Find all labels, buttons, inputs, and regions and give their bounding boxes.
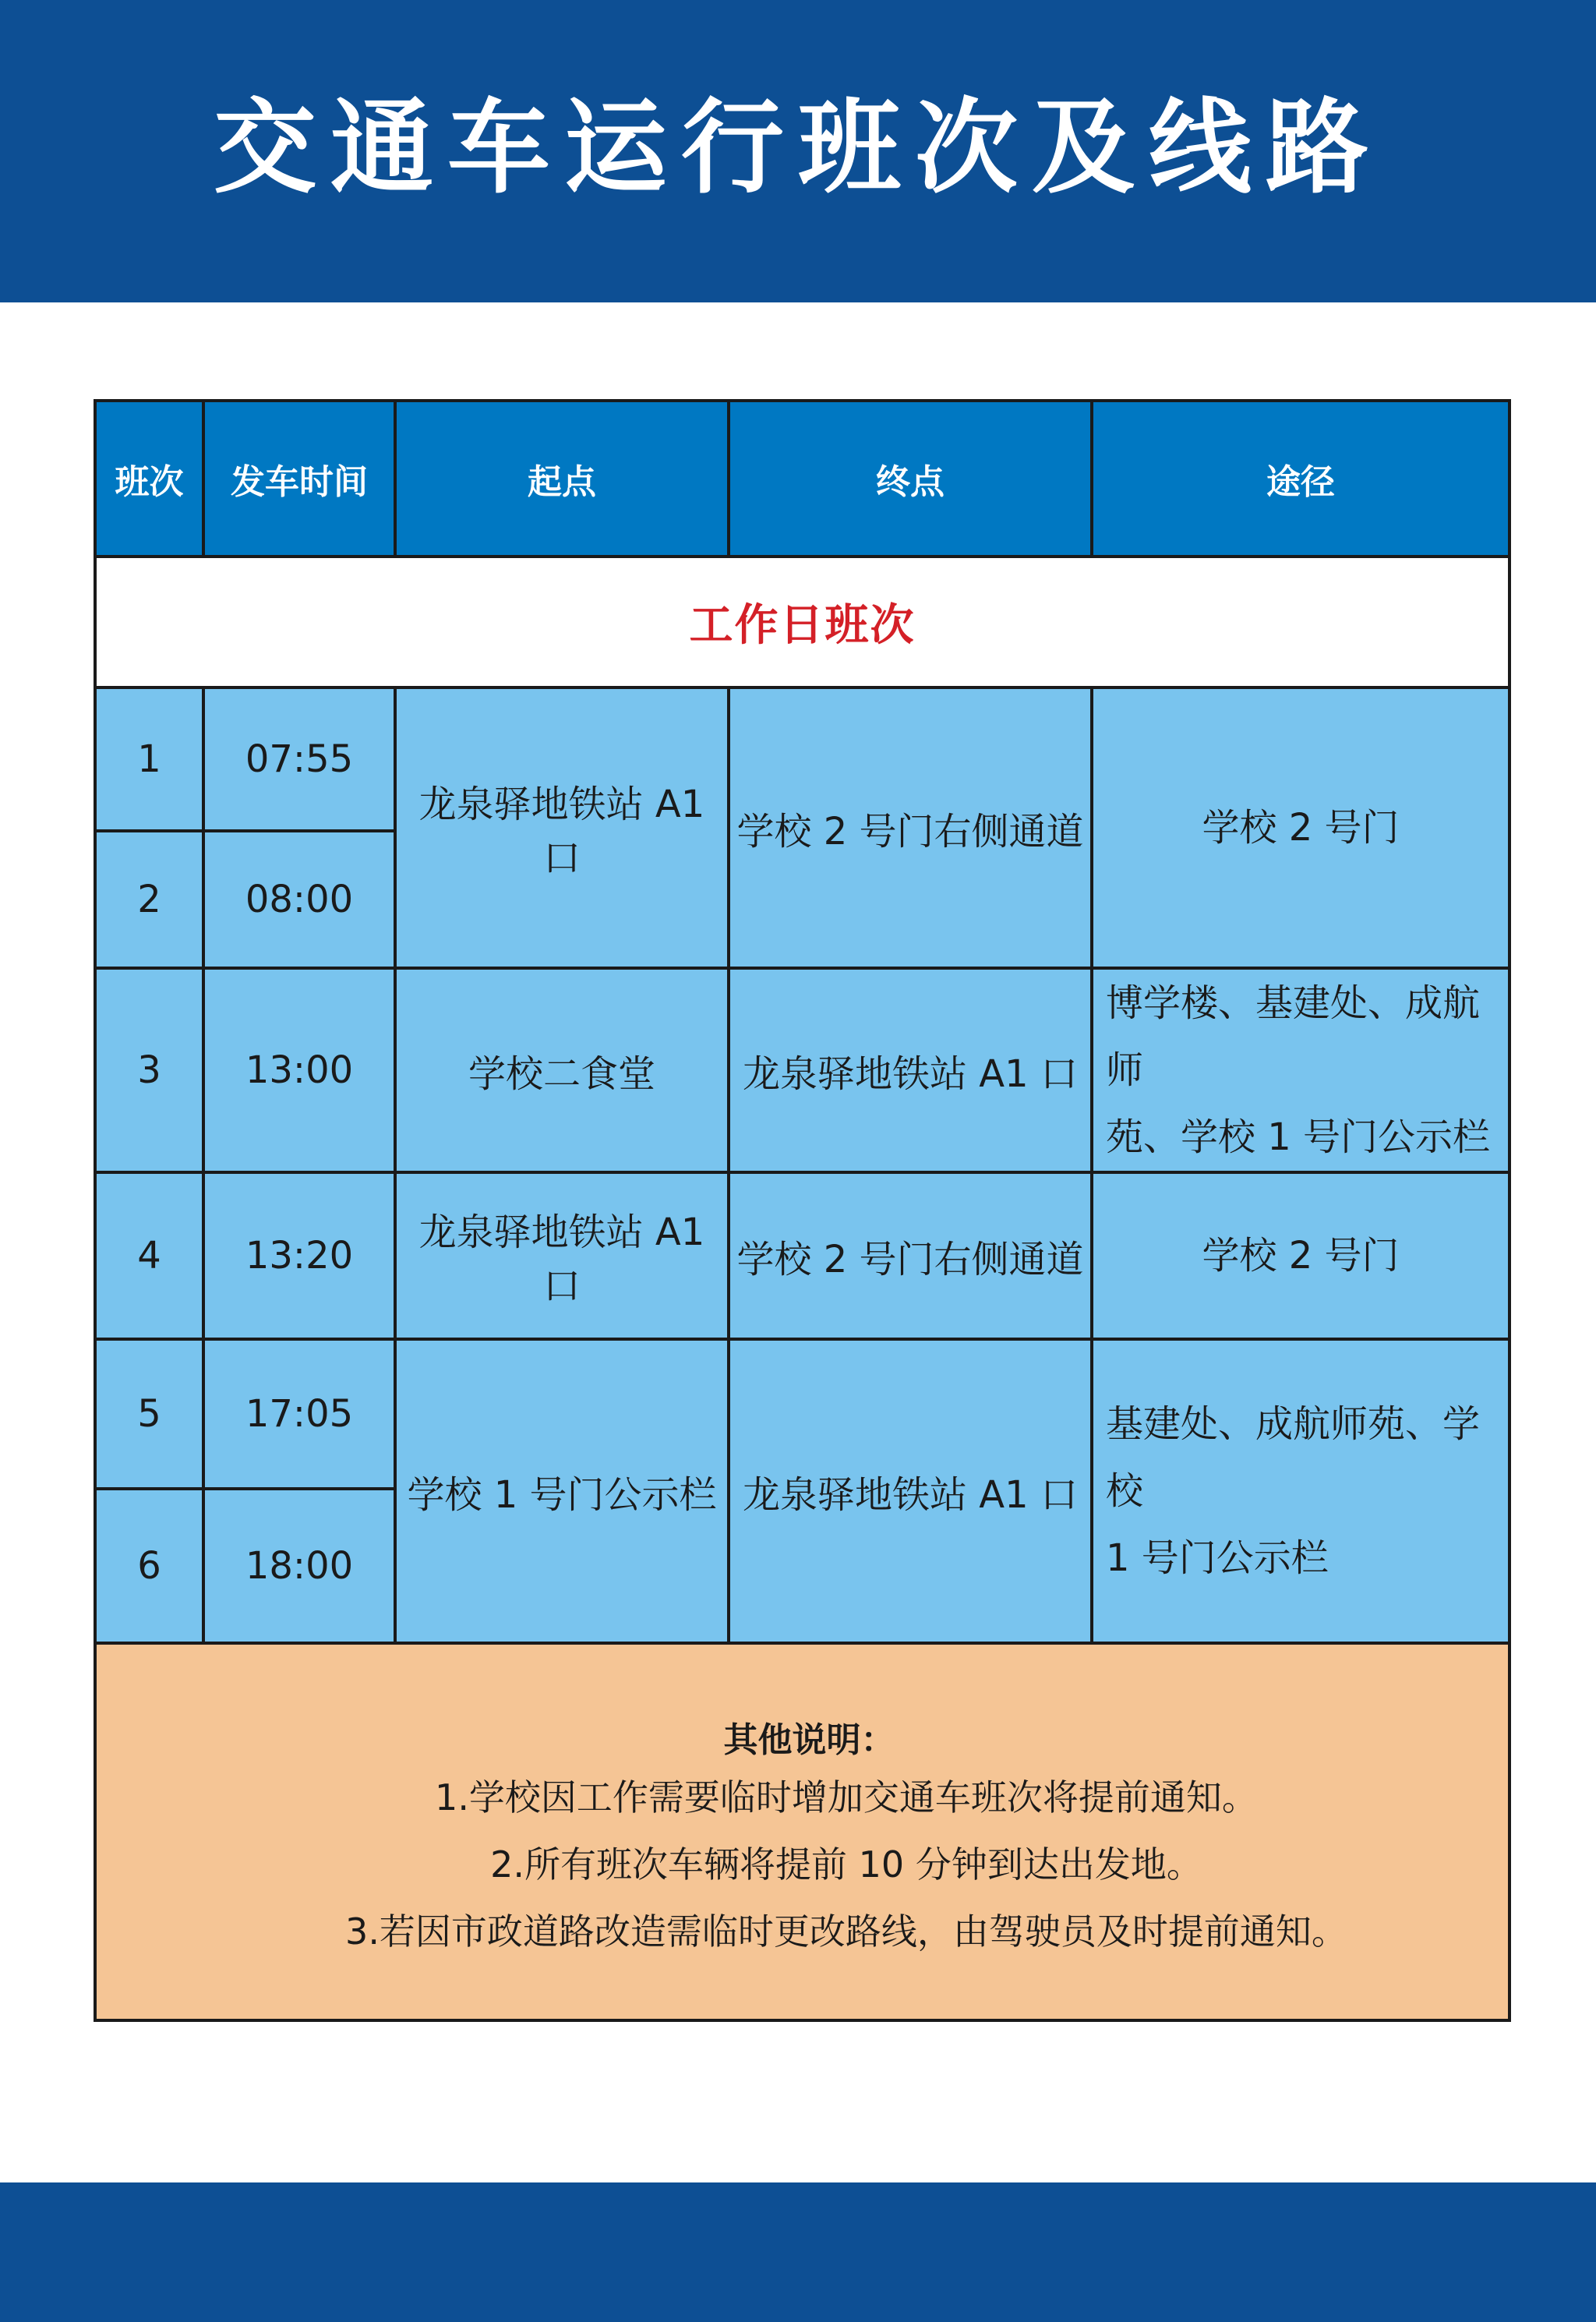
table-header-row — [95, 401, 1509, 557]
destination-cell: 学校 2 号门右侧通道 — [729, 1172, 1092, 1339]
origin-cell: 学校 1 号门公示栏 — [395, 1339, 729, 1643]
origin-cell: 龙泉驿地铁站 A1 口 — [395, 687, 729, 968]
origin-cell: 龙泉驿地铁站 A1 口 — [395, 1172, 729, 1339]
route-cell — [1092, 1339, 1509, 1643]
trip-time: 13:20 — [203, 1172, 395, 1339]
trip-number: 2 — [95, 831, 203, 968]
header-route: 途径 — [1092, 401, 1509, 557]
table-row — [95, 1172, 1509, 1339]
trip-time: 18:00 — [203, 1489, 395, 1643]
notes-row — [95, 1643, 1509, 2020]
section-title: 工作日班次 — [95, 557, 1509, 687]
table-row — [95, 687, 1509, 831]
route-text-line2: 1 号门公示栏 — [1106, 1536, 1329, 1580]
trip-number: 1 — [95, 687, 203, 831]
page-title: 交通车运行班次及线路 — [214, 88, 1382, 208]
trip-number: 4 — [95, 1172, 203, 1339]
table-row — [95, 968, 1509, 1172]
trip-number: 5 — [95, 1339, 203, 1489]
header-banner — [0, 0, 1596, 302]
note-item: 3.若因市政道路改造需临时更改路线，由驾驶员及时提前通知。 — [345, 1910, 1347, 1953]
trip-number: 3 — [95, 968, 203, 1172]
route-text-line1: 基建处、成航师苑、学校 — [1106, 1402, 1481, 1513]
trip-time: 07:55 — [203, 687, 395, 831]
note-item: 1.学校因工作需要临时增加交通车班次将提前通知。 — [435, 1776, 1258, 1818]
route-cell — [1092, 687, 1509, 968]
destination-cell: 龙泉驿地铁站 A1 口 — [729, 968, 1092, 1172]
route-cell — [1092, 968, 1509, 1172]
route-text: 学校 2 号门 — [1202, 806, 1400, 850]
route-text-line1: 博学楼、基建处、成航师 — [1106, 981, 1481, 1092]
table-row — [95, 1339, 1509, 1489]
footer-bar — [0, 2182, 1596, 2322]
header-destination: 终点 — [729, 401, 1092, 557]
trip-number: 6 — [95, 1489, 203, 1643]
header-time: 发车时间 — [203, 401, 395, 557]
origin-cell: 学校二食堂 — [395, 968, 729, 1172]
notes-cell — [95, 1643, 1509, 2020]
note-item: 2.所有班次车辆将提前 10 分钟到达出发地。 — [490, 1843, 1202, 1886]
trip-time: 17:05 — [203, 1339, 395, 1489]
section-row — [95, 557, 1509, 687]
destination-cell: 龙泉驿地铁站 A1 口 — [729, 1339, 1092, 1643]
trip-time: 08:00 — [203, 831, 395, 968]
schedule-table — [94, 399, 1511, 2022]
header-number: 班次 — [95, 401, 203, 557]
route-text-line2: 苑、学校 1 号门公示栏 — [1106, 1115, 1491, 1159]
header-origin: 起点 — [395, 401, 729, 557]
trip-time: 13:00 — [203, 968, 395, 1172]
notes-title: 其他说明： — [723, 1720, 895, 1760]
route-text: 学校 2 号门 — [1202, 1234, 1400, 1278]
destination-cell: 学校 2 号门右侧通道 — [729, 687, 1092, 968]
route-cell — [1092, 1172, 1509, 1339]
